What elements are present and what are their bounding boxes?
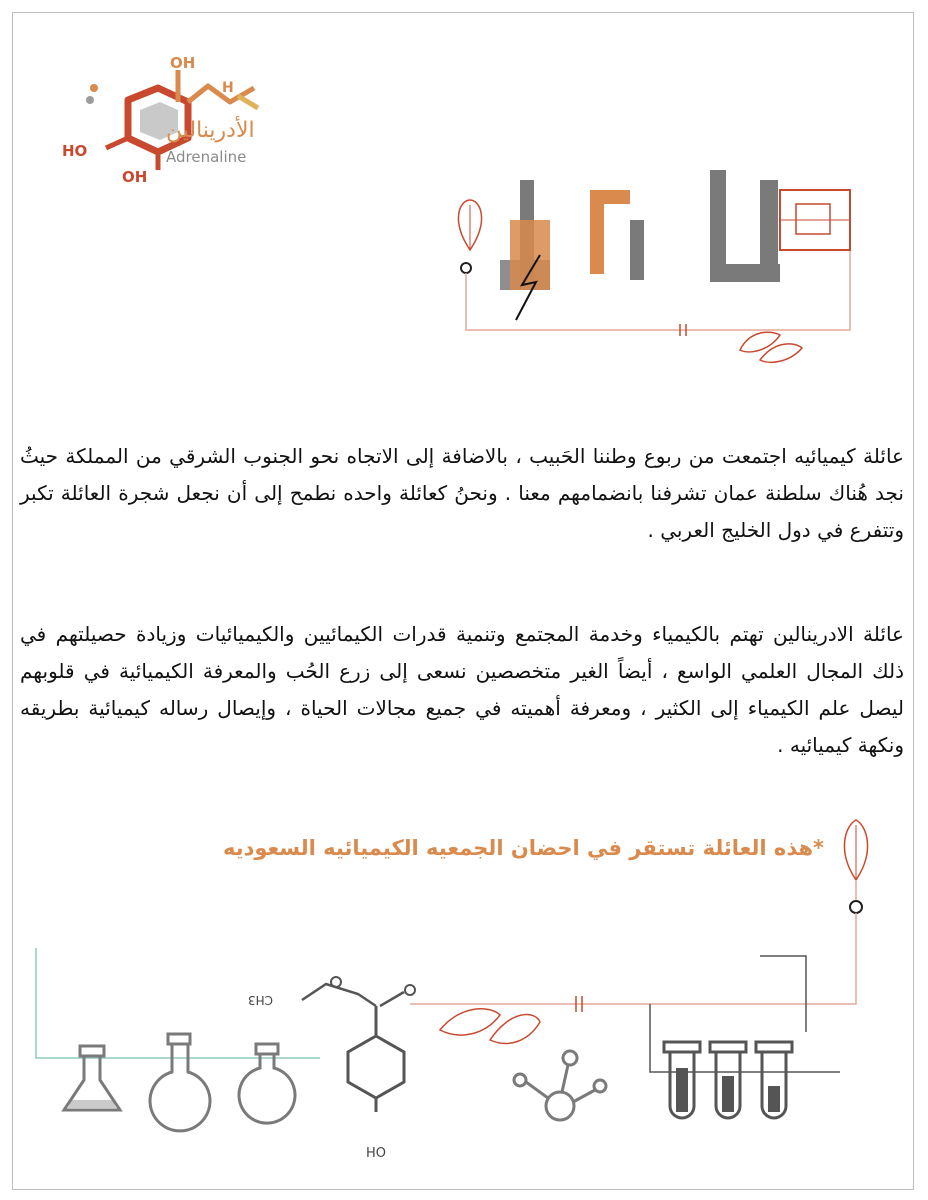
logo-oh-bottom-label: OH: [122, 168, 148, 186]
lab-illustration: [20, 810, 920, 1120]
logo-ho-left-label: HO: [62, 142, 88, 160]
paragraph-mission: عائلة الادرينالين تهتم بالكيمياء وخدمة المجتمع وتنمية قدرات الكيمائيين والكيميائيات وزيادة حصيلتهم في ذلك المجال العلمي الواسع ، أيضاً الغير متخصصين نسعى إلى زرع الحُب والمعرفة الكيميائية في قلوبهم ليصل علم الكيمياء إلى الكثير ، ومعرفة أهميته في جميع مجالات الحياة ، وإيصال رساله كيميائية بطريقه ونكهة كيميائيه .: [20, 622, 904, 757]
paragraph-intro: عائلة كيميائيه اجتمعت من ربوع وطننا الحَبيب ، بالاضافة إلى الاتجاه نحو الجنوب الشرقي من المملكة حيثُ نجد هُناك سلطنة عمان تشرفنا بانضمامهم معنا . ونحنُ كعائلة واحده نطمح إلى أن نجعل شجرة العائلة تكبر وتتفرع في دول الخليج العربي .: [20, 444, 904, 542]
logo-arabic-name: الأدرينالين: [166, 118, 255, 143]
logo-english-name: Adrenaline: [166, 148, 247, 166]
affiliation-note: *هذه العائلة تستقر في احضان الجمعيه الكيميائيه السعوديه: [222, 836, 824, 860]
ch3-label: CH3: [248, 993, 274, 1007]
logo-amine-label: H: [222, 80, 234, 96]
ho-label: HO: [366, 1146, 387, 1161]
heading-title: [520, 166, 860, 306]
logo-oh-top-label: OH: [170, 54, 196, 72]
